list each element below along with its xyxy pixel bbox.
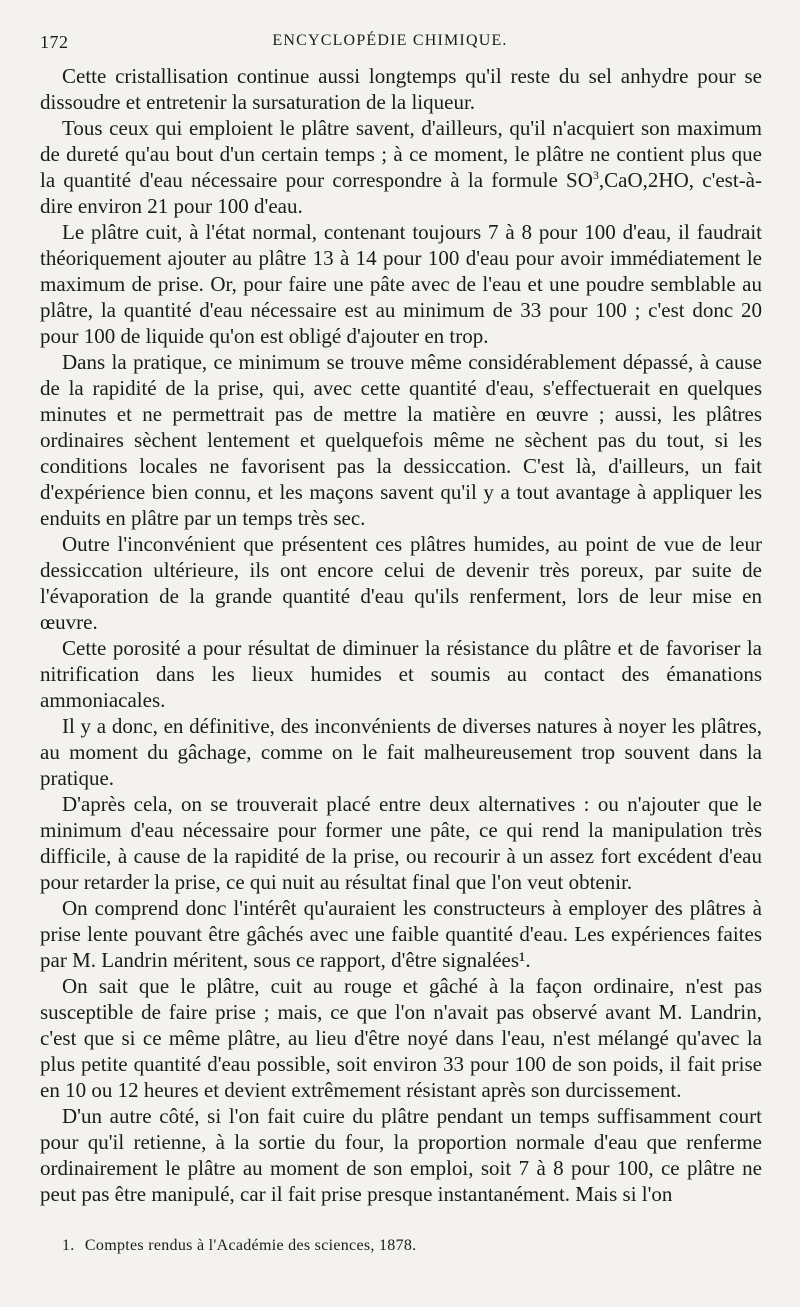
page-header: [40, 32, 740, 58]
footnote-number: 1.: [62, 1237, 75, 1254]
paragraph-2: Tous ceux qui emploient le plâtre savent, d'ailleurs, qu'il n'acquiert son maximum de dureté qu'au bout d'un certain temps ; à ce moment, le plâtre ne contient plus que la quantité d'eau nécessaire pour correspondre à la formule $SO^3,CaO,2HO$, c'est-à-dire environ 21 pour 100 d'eau.: [40, 116, 762, 218]
paragraph-6: Cette porosité a pour résultat de diminuer la résistance du plâtre et de favoriser la nitrification dans les lieux humides et soumis au contact des émanations ammoniacales.: [40, 636, 762, 712]
paragraph-7: Il y a donc, en définitive, des inconvénients de diverses natures à noyer les plâtres, au moment du gâchage, comme on le fait malheureusement trop souvent dans la pratique.: [40, 714, 762, 790]
footnote-text: Comptes rendus à l'Académie des sciences, 1878.: [84, 1237, 417, 1254]
paragraph-9: On comprend donc l'intérêt qu'auraient les constructeurs à employer des plâtres à prise lente pouvant être gâchés avec une faible quantité d'eau. Les expériences faites par M. Landrin méritent, sous ce rapport, d'être signalées¹.: [40, 896, 762, 972]
paragraph-11: D'un autre côté, si l'on fait cuire du plâtre pendant un temps suffisamment court pour qu'il retienne, à la sortie du four, la proportion normale d'eau que renferme ordinairement le plâtre au moment de son emploi, soit 7 à 8 pour 100, ce plâtre ne peut pas être manipulé, car il fait prise presque instantanément. Mais si l'on: [40, 1104, 762, 1206]
page-number: 172: [40, 32, 69, 52]
footnote-rule: [40, 1223, 180, 1224]
paragraph-10: On sait que le plâtre, cuit au rouge et gâché à la façon ordinaire, n'est pas susceptible de faire prise ; mais, ce que l'on n'avait pas observé avant M. Landrin, c'est que si ce même plâtre, au lieu d'être noyé dans l'eau, n'est mélangé qu'avec la plus petite quantité d'eau possible, soit environ 33 pour 100 de son poids, il fait prise en 10 ou 12 heures et devient extrêmement résistant après son durcissement.: [40, 974, 762, 1102]
paragraph-5: Outre l'inconvénient que présentent ces plâtres humides, au point de vue de leur dessiccation ultérieure, ils ont encore celui de devenir très poreux, par suite de l'évaporation de la grande quantité d'eau qu'ils renferment, lors de leur mise en œuvre.: [40, 532, 762, 634]
paragraph-4: Dans la pratique, ce minimum se trouve même considérablement dépassé, à cause de la rapidité de la prise, qui, avec cette quantité d'eau, s'effectuerait en quelques minutes et ne permettrait pas de mettre la matière en œuvre ; aussi, les plâtres ordinaires sèchent lentement et quelquefois même ne sèchent pas du tout, si les conditions locales ne favorisent pas la dessiccation. C'est là, d'ailleurs, un fait d'expérience bien connu, et les maçons savent qu'il y a tout avantage à appliquer les enduits en plâtre par un temps très sec.: [40, 350, 762, 530]
paragraph-1: Cette cristallisation continue aussi longtemps qu'il reste du sel anhydre pour se dissoudre et entretenir la sursaturation de la liqueur.: [40, 64, 762, 114]
running-title: ENCYCLOPÉDIE CHIMIQUE.: [272, 32, 508, 49]
paragraph-3: Le plâtre cuit, à l'état normal, contenant toujours 7 à 8 pour 100 d'eau, il faudrait théoriquement ajouter au plâtre 13 à 14 pour 100 d'eau pour avoir immédiatement le maximum de prise. Or, pour faire une pâte avec de l'eau et une poudre semblable au plâtre, la quantité d'eau nécessaire est au minimum de 33 pour 100 ; c'est donc 20 pour 100 de liquide qu'on est obligé d'ajouter en trop.: [40, 220, 762, 348]
body-text: [40, 63, 762, 1207]
paragraph-8: D'après cela, on se trouverait placé entre deux alternatives : ou n'ajouter que le minimum d'eau nécessaire pour former une pâte, ce qui rend la manipulation très difficile, à cause de la rapidité de la prise, ou recourir à un assez fort excédent d'eau pour retarder la prise, ce qui nuit au résultat final que l'on veut obtenir.: [40, 792, 762, 894]
footnote: [62, 1236, 762, 1256]
